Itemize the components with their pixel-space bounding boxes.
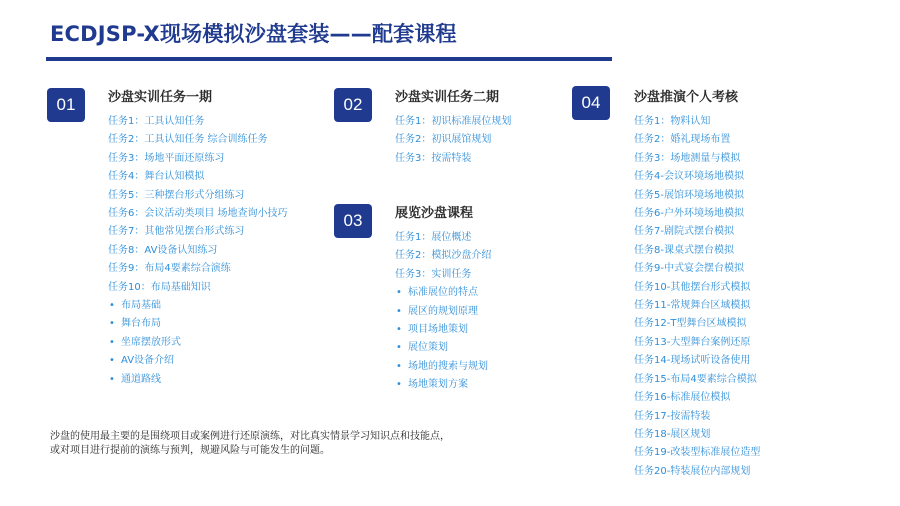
list-item: 任务6-户外环境场地模拟 bbox=[634, 208, 744, 220]
bullet-item: • 场地策划方案 bbox=[395, 376, 491, 394]
bullet-list bbox=[108, 297, 288, 389]
note-line: 沙盘的使用最主要的是围绕项目或案例进行还原演练，对比真实情景学习知识点和技能点， bbox=[50, 431, 450, 442]
section-03 bbox=[395, 202, 491, 395]
task-list bbox=[395, 229, 491, 284]
list-item: 任务9：布局4要素综合演练 bbox=[108, 263, 231, 275]
list-item: 任务13-大型舞台案例还原 bbox=[634, 336, 751, 348]
list-item: 任务5：三种摆台形式分组练习 bbox=[108, 189, 245, 201]
list-item: 任务1：展位概述 bbox=[395, 232, 472, 243]
section-title: 沙盘推演个人考核 bbox=[634, 90, 739, 105]
bullet-item: • 通道路线 bbox=[108, 371, 288, 389]
list-item: 任务2：婚礼现场布置 bbox=[634, 134, 731, 146]
list-item: 任务5-展馆环境场地模拟 bbox=[634, 189, 744, 201]
bullet-item: • 展区的规划原理 bbox=[395, 303, 491, 321]
list-item: 任务11-常规舞台区域模拟 bbox=[634, 300, 751, 312]
section-title: 展览沙盘课程 bbox=[395, 206, 474, 221]
list-item: 任务3：场地平面还原练习 bbox=[108, 152, 225, 164]
list-item: 任务1：物料认知 bbox=[634, 116, 711, 127]
list-item: 任务3：实训任务 bbox=[395, 268, 472, 280]
section-number-badge-03: 03 bbox=[334, 204, 372, 238]
list-item: 任务7：其他常见摆台形式练习 bbox=[108, 226, 245, 238]
list-item: 任务17-按需特装 bbox=[634, 410, 711, 422]
section-04 bbox=[634, 86, 760, 481]
list-item: 任务10-其他摆台形式模拟 bbox=[634, 281, 751, 293]
bullet-item: • 标准展位的特点 bbox=[395, 284, 491, 302]
section-title: 沙盘实训任务一期 bbox=[108, 90, 213, 105]
bullet-item: • AV设备介绍 bbox=[108, 352, 288, 370]
list-item: 任务2：初识展馆规划 bbox=[395, 134, 492, 146]
usage-note bbox=[50, 430, 510, 458]
task-list bbox=[395, 113, 511, 168]
list-item: 任务20-特装展位内部规划 bbox=[634, 465, 751, 477]
task-list bbox=[108, 113, 288, 297]
bullet-item: • 项目场地策划 bbox=[395, 321, 491, 339]
section-number-badge-01: 01 bbox=[47, 88, 85, 122]
section-number-badge-02: 02 bbox=[334, 88, 372, 122]
list-item: 任务18-展区规划 bbox=[634, 428, 711, 440]
section-title: 沙盘实训任务二期 bbox=[395, 90, 500, 105]
list-item: 任务2：工具认知任务 综合训练任务 bbox=[108, 134, 268, 146]
list-item: 任务3：场地测量与模拟 bbox=[634, 152, 741, 164]
list-item: 任务9-中式宴会摆台模拟 bbox=[634, 263, 744, 275]
note-line: 或对项目进行提前的演练与预判，规避风险与可能发生的问题。 bbox=[50, 445, 330, 456]
list-item: 任务1：工具认知任务 bbox=[108, 116, 205, 127]
list-item: 任务4：舞台认知模拟 bbox=[108, 171, 205, 183]
section-02 bbox=[395, 86, 511, 168]
list-item: 任务19-改装型标准展位造型 bbox=[634, 447, 761, 459]
page-title: ECDJSP-X现场模拟沙盘套装——配套课程 bbox=[50, 22, 457, 46]
list-item: 任务8-课桌式摆台模拟 bbox=[634, 244, 734, 256]
bullet-item: • 舞台布局 bbox=[108, 315, 288, 333]
bullet-list bbox=[395, 284, 491, 394]
section-number-badge-04: 04 bbox=[572, 86, 610, 120]
list-item: 任务3：按需特装 bbox=[395, 152, 472, 164]
list-item: 任务14-现场试听设备使用 bbox=[634, 355, 751, 367]
list-item: 任务6：会议活动类项目 场地查询小技巧 bbox=[108, 208, 288, 220]
list-item: 任务16-标准展位模拟 bbox=[634, 392, 731, 404]
list-item: 任务12-T型舞台区域模拟 bbox=[634, 318, 747, 330]
list-item: 任务15-布局4要素综合模拟 bbox=[634, 373, 757, 385]
list-item: 任务7-剧院式摆台模拟 bbox=[634, 226, 734, 238]
bullet-item: • 坐席摆放形式 bbox=[108, 334, 288, 352]
bullet-item: • 布局基础 bbox=[108, 297, 288, 315]
title-divider bbox=[46, 57, 612, 61]
task-list bbox=[634, 113, 760, 481]
list-item: 任务2：模拟沙盘介绍 bbox=[395, 250, 492, 262]
bullet-item: • 展位策划 bbox=[395, 339, 491, 357]
bullet-item: • 场地的搜索与规划 bbox=[395, 358, 491, 376]
list-item: 任务1：初识标准展位规划 bbox=[395, 116, 512, 127]
list-item: 任务4-会议环境场地模拟 bbox=[634, 171, 744, 183]
list-item: 任务10：布局基础知识 bbox=[108, 281, 211, 293]
section-01 bbox=[108, 86, 288, 389]
list-item: 任务8：AV设备认知练习 bbox=[108, 244, 218, 256]
